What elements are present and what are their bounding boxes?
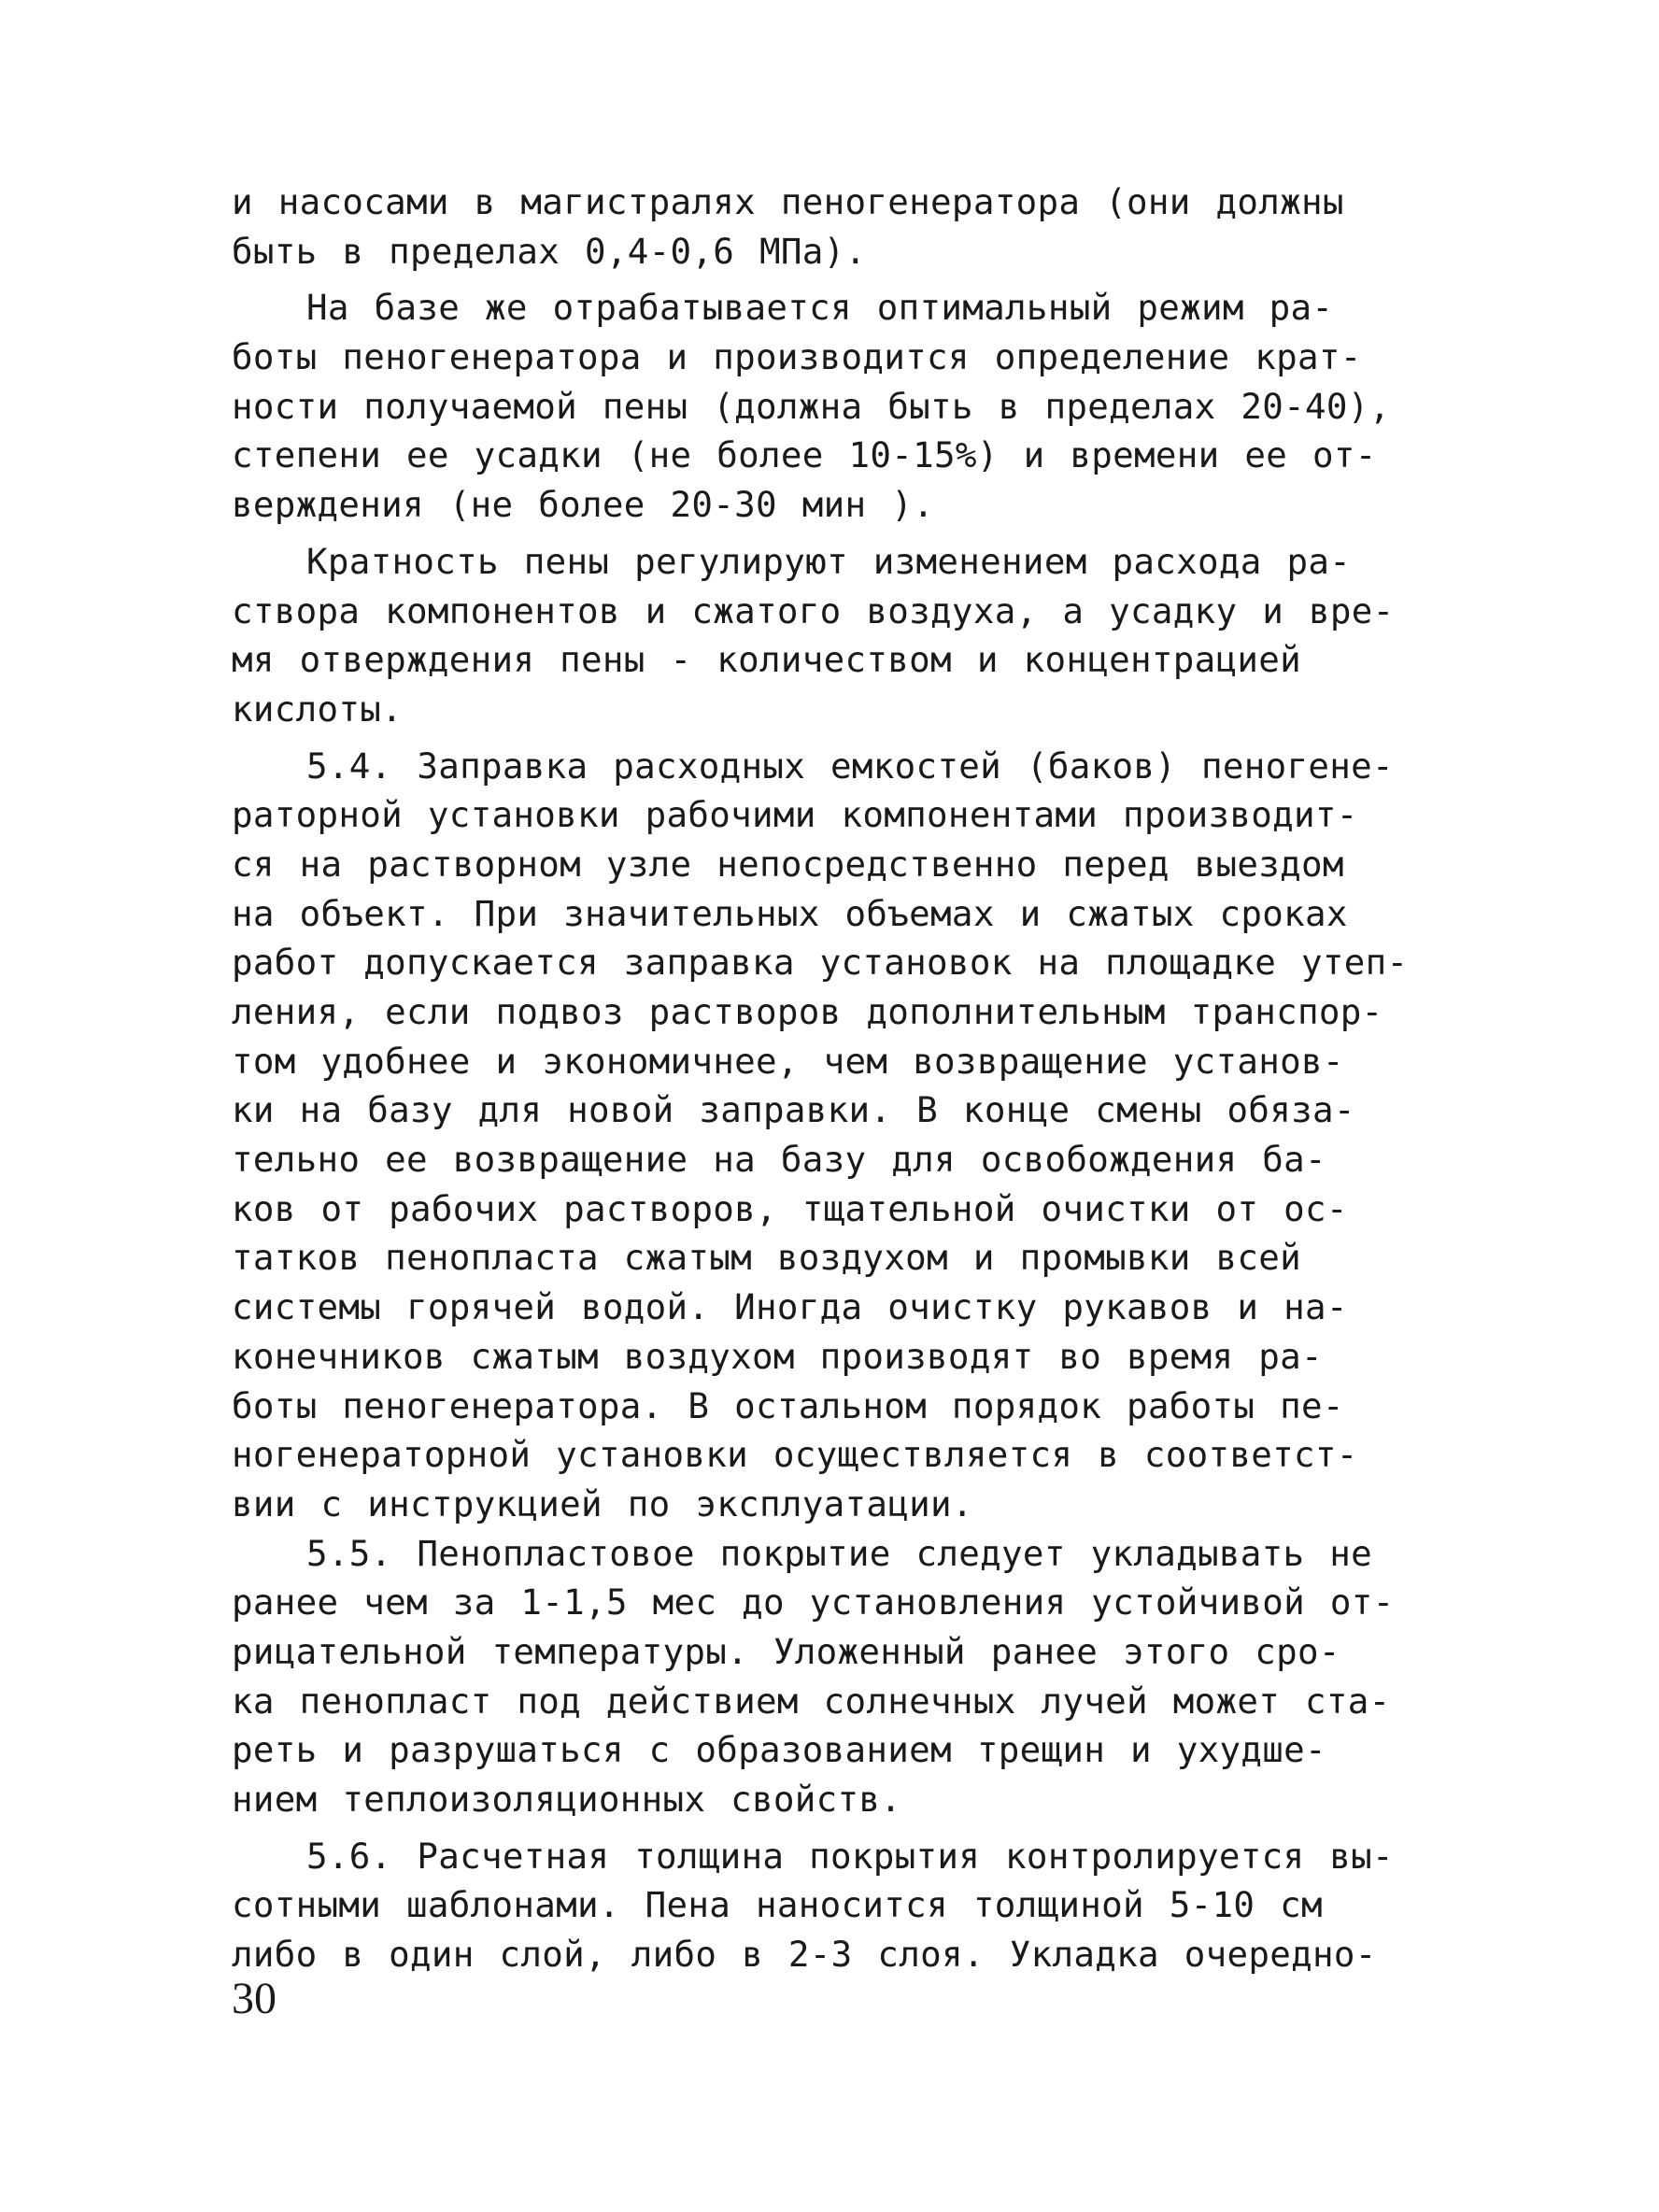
text-line: системы горячей водой. Иногда очистку рукавов и на- <box>232 1286 1348 1328</box>
text-line: ления, если подвоз растворов дополнительным транспор- <box>232 991 1383 1032</box>
text-line: реть и разрушаться с образованием трещин и ухудше- <box>232 1729 1326 1771</box>
text-line: ранее чем за 1-1,5 мес до установления устойчивой от- <box>232 1581 1395 1624</box>
text-line: быть в пределах 0,4-0,6 МПа). <box>232 230 867 272</box>
paragraph-start: Кратность пены регулируют изменением расхода ра- <box>306 540 1352 582</box>
text-line: конечников сжатым воздухом производят во время ра- <box>232 1335 1323 1377</box>
section-5-5-start: 5.5. Пенопластовое покрытие следует укладывать не <box>306 1532 1372 1574</box>
text-line: вии с инструкцией по эксплуатации. <box>232 1482 973 1524</box>
text-line: кислоты. <box>232 688 404 730</box>
section-5-4-start: 5.4. Заправка расходных емкостей (баков) пеногене- <box>306 744 1394 787</box>
text-line: ногенераторной установки осуществляется в соответст- <box>232 1434 1358 1476</box>
text-line: створа компонентов и сжатого воздуха, а усадку и вре- <box>232 589 1395 631</box>
page-text <box>232 177 1483 1979</box>
text-line: боты пеногенератора. В остальном порядок работы пе- <box>232 1384 1344 1426</box>
text-line: нием теплоизоляционных свойств. <box>232 1779 902 1820</box>
text-line: тельно ее возвращение на базу для освобождения ба- <box>232 1139 1326 1181</box>
text-line: на объект. При значительных объемах и сжатых сроках <box>232 892 1348 934</box>
section-5-6-start: 5.6. Расчетная толщина покрытия контролируется вы- <box>306 1835 1394 1877</box>
text-line: сотными шаблонами. Пена наносится толщиной 5-10 см <box>232 1884 1323 1926</box>
page-number: 30 <box>232 1974 276 2023</box>
text-line: татков пенопласта сжатым воздухом и промывки всей <box>232 1237 1301 1279</box>
text-line: мя отверждения пены - количеством и концентрацией <box>232 639 1301 681</box>
text-line: ся на растворном узле непосредственно перед выездом <box>232 843 1344 885</box>
text-line: раторной установки рабочими компонентами производит- <box>232 794 1358 836</box>
text-line: ка пенопласт под действием солнечных лучей может ста- <box>232 1680 1391 1722</box>
text-line: либо в один слой, либо в 2-3 слоя. Укладка очередно- <box>232 1934 1377 1976</box>
text-line: рицательной температуры. Уложенный ранее этого сро- <box>232 1630 1340 1672</box>
text-line: боты пеногенератора и производится определение крат- <box>232 336 1362 378</box>
text-line: ков от рабочих растворов, тщательной очистки от ос- <box>232 1187 1348 1229</box>
paragraph-start: На базе же отрабатывается оптимальный режим ра- <box>306 287 1334 329</box>
text-line: том удобнее и экономичнее, чем возвращение установ- <box>232 1040 1344 1082</box>
text-line: ки на базу для новой заправки. В конце смены обяза- <box>232 1089 1355 1131</box>
text-line: и насосами в магистралях пеногенератора (они должны <box>232 181 1344 222</box>
text-line: верждения (не более 20-30 мин ). <box>232 484 935 526</box>
text-line: степени ее усадки (не более 10-15%) и времени ее от- <box>232 434 1377 476</box>
text-line: ности получаемой пены (должна быть в пределах 20-40), <box>232 385 1391 427</box>
text-line: работ допускается заправка установок на площадке утеп- <box>232 942 1409 984</box>
